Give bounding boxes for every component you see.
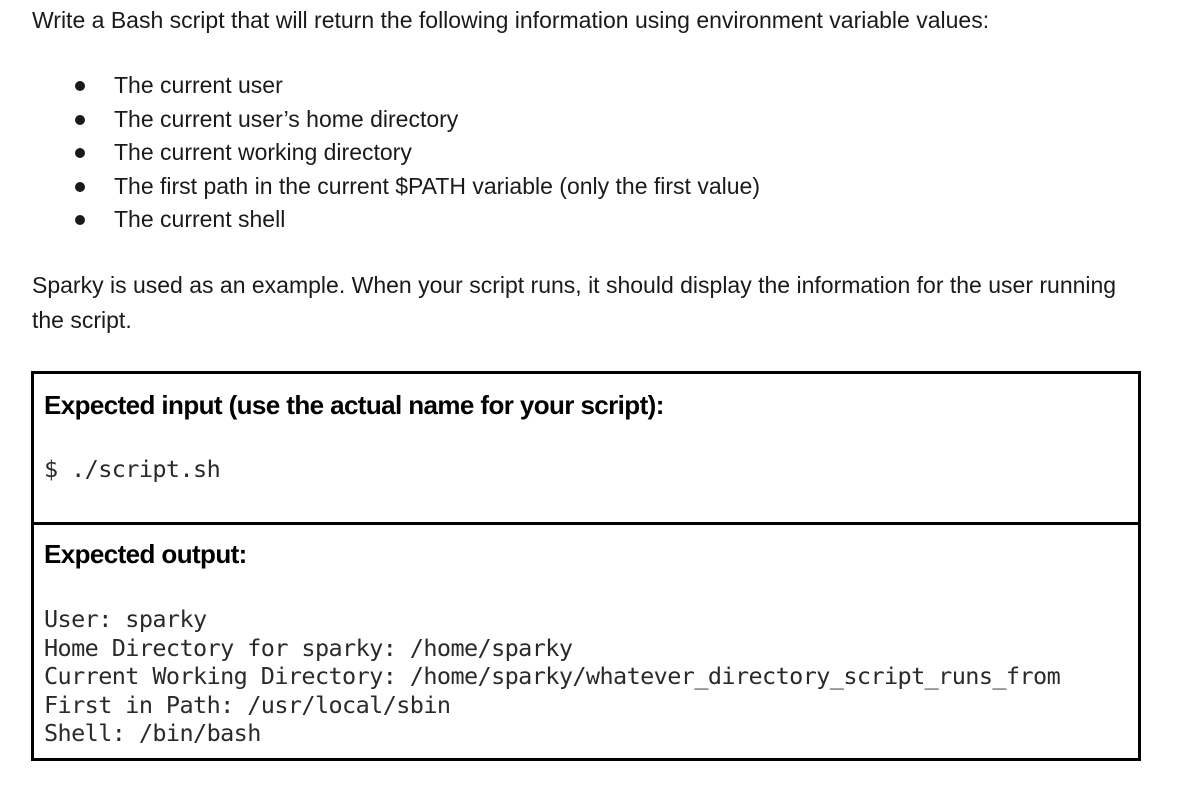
- list-item-text: The current working directory: [114, 139, 412, 165]
- list-item-text: The current user: [114, 72, 283, 98]
- bullet-icon: [75, 182, 85, 192]
- list-item-text: The current user’s home directory: [114, 105, 459, 132]
- expected-input-cell: [34, 374, 1138, 525]
- example-paragraph: Sparky is used as an example. When your script runs, it should display the information for the user running the script.: [32, 272, 1117, 333]
- list-item-text: The current shell: [114, 206, 286, 232]
- output-line: First in Path: /usr/local/sbin: [44, 690, 451, 719]
- expected-input-heading: Expected input (use the actual name for your script):: [44, 390, 664, 420]
- output-line: Home Directory for sparky: /home/sparky: [44, 633, 573, 662]
- bullet-icon: [75, 148, 85, 158]
- intro-text: Write a Bash script that will return the following information using environment variable values:: [32, 7, 990, 33]
- bullet-icon: [75, 115, 85, 125]
- input-command: $ ./script.sh: [44, 455, 221, 483]
- output-line: Current Working Directory: /home/sparky/whatever_directory_script_runs_from: [44, 662, 1061, 690]
- expected-output-cell: [34, 525, 1138, 758]
- bullet-icon: [75, 81, 85, 91]
- output-lines: [44, 605, 1060, 748]
- output-line: Shell: /bin/bash: [44, 719, 261, 747]
- list-item-text: The first path in the current $PATH variable (only the first value): [114, 172, 760, 199]
- bullet-icon: [75, 215, 85, 225]
- expected-io-table: [31, 371, 1141, 761]
- expected-output-heading: Expected output:: [44, 539, 247, 569]
- output-line: User: sparky: [44, 605, 207, 633]
